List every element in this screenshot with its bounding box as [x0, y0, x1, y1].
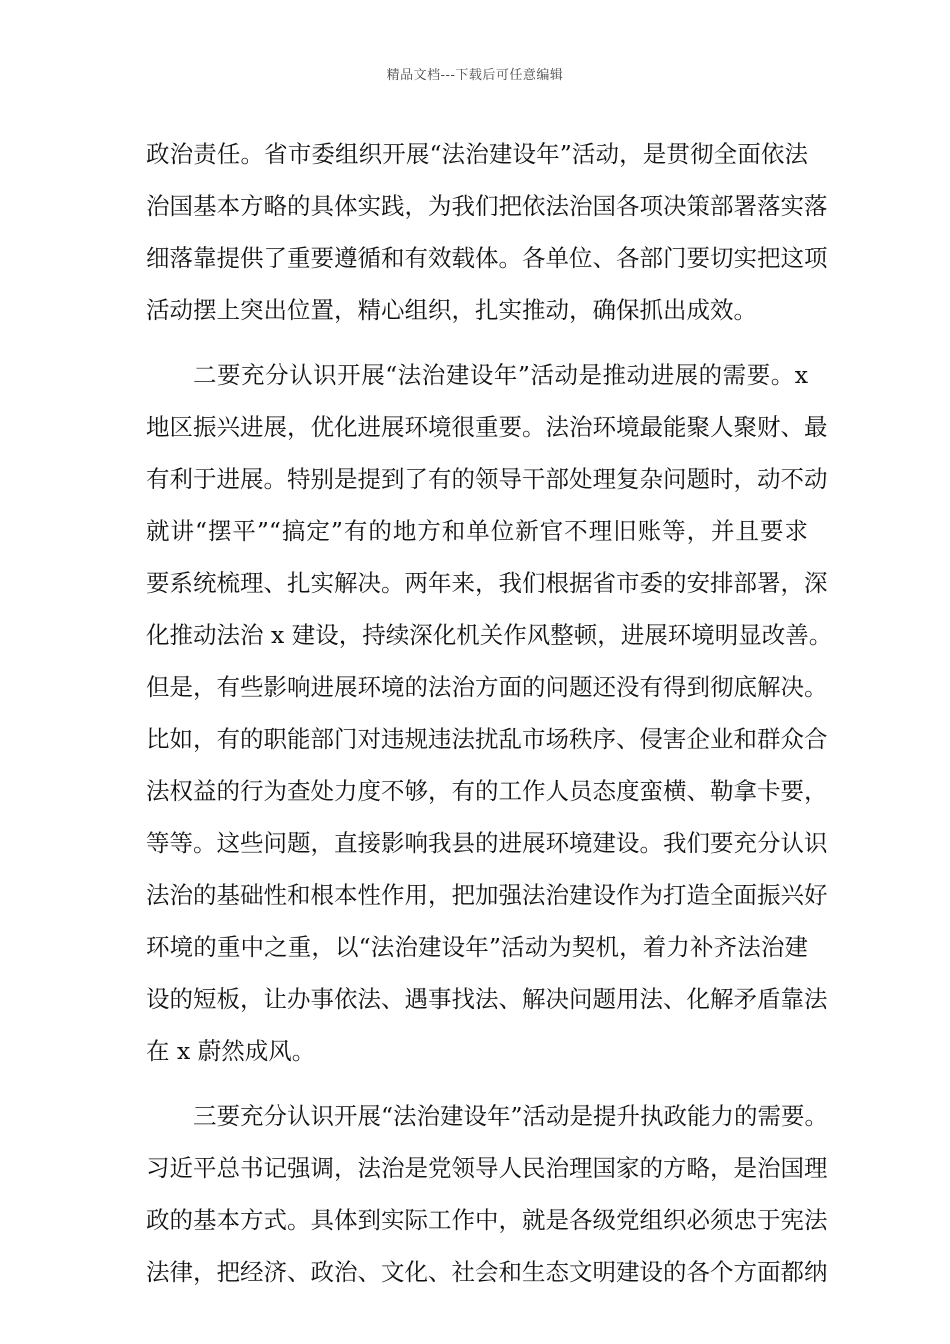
paragraph-3 — [146, 1090, 829, 1298]
text-line: 法律，把经济、政治、文化、社会和生态文明建设的各个方面都纳 — [146, 1258, 828, 1286]
text-line: 政的基本方式。具体到实际工作中，就是各级党组织必须忠于宪法 — [146, 1206, 828, 1234]
page-header: 精品文档---下载后可任意编辑 — [386, 68, 564, 83]
document-body — [146, 128, 833, 1298]
text-line: 就讲“摆平”“搞定”有的地方和单位新官不理旧账等，并且要求 — [146, 517, 808, 545]
text-line-indented: 三要充分认识开展“法治建设年”活动是提升执政能力的需要。 — [193, 1102, 829, 1130]
text-line: 要系统梳理、扎实解决。两年来，我们根据省市委的安排部署，深 — [146, 569, 828, 597]
text-line: 比如，有的职能部门对违规违法扰乱市场秩序、侵害企业和群众合 — [146, 725, 828, 753]
paragraph-1 — [146, 128, 828, 336]
text-line-indented: 二要充分认识开展“法治建设年”活动是推动进展的需要。x — [193, 361, 808, 389]
text-line: 治国基本方略的具体实践，为我们把依法治国各项决策部署落实落 — [146, 192, 828, 220]
text-line: 化推动法治 x 建设，持续深化机关作风整顿，进展环境明显改善。 — [146, 621, 833, 649]
text-line: 地区振兴进展，优化进展环境很重要。法治环境最能聚人聚财、最 — [146, 413, 828, 441]
paragraph-2 — [146, 349, 833, 1077]
text-line: 习近平总书记强调，法治是党领导人民治理国家的方略，是治国理 — [146, 1154, 828, 1182]
text-line: 法治的基础性和根本性作用，把加强法治建设作为打造全面振兴好 — [146, 881, 828, 909]
text-line: 活动摆上突出位置，精心组织，扎实推动，确保抓出成效。 — [146, 296, 757, 324]
text-line: 等等。这些问题，直接影响我县的进展环境建设。我们要充分认识 — [146, 829, 828, 857]
text-line: 法权益的行为查处力度不够，有的工作人员态度蛮横、勒拿卡要， — [146, 777, 828, 805]
text-line: 在 x 蔚然成风。 — [146, 1037, 316, 1065]
text-line: 政治责任。省市委组织开展“法治建设年”活动，是贯彻全面依法 — [146, 140, 808, 168]
text-line: 但是，有些影响进展环境的法治方面的问题还没有得到彻底解决。 — [146, 673, 828, 701]
text-line: 细落靠提供了重要遵循和有效载体。各单位、各部门要切实把这项 — [146, 244, 828, 272]
text-line: 有利于进展。特别是提到了有的领导干部处理复杂问题时，动不动 — [146, 465, 828, 493]
text-line: 设的短板，让办事依法、遇事找法、解决问题用法、化解矛盾靠法 — [146, 985, 828, 1013]
text-line: 环境的重中之重，以“法治建设年”活动为契机，着力补齐法治建 — [146, 933, 808, 961]
